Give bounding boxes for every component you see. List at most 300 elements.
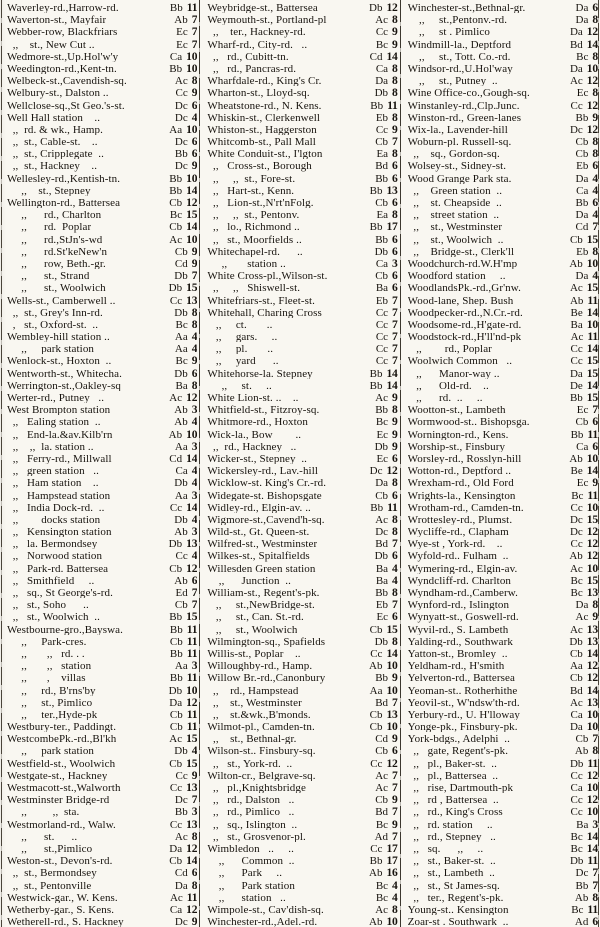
entry-map-ref (573, 245, 598, 257)
entry-map-ref (573, 111, 598, 123)
index-entry (408, 428, 598, 440)
index-entry (207, 525, 397, 537)
entry-map-ref (372, 830, 398, 842)
map-ref-number: 14 (586, 683, 598, 696)
map-ref-letters: Cc (370, 842, 383, 855)
map-ref-number: 6 (392, 171, 398, 184)
entry-map-ref (372, 403, 397, 415)
entry-name: Yonge-pk., Finsbury-pk. (407, 721, 518, 733)
index-entry (207, 196, 397, 208)
map-ref-letters: Da (569, 26, 583, 38)
entry-map-ref (573, 1, 598, 13)
map-ref-letters: Bd (569, 38, 583, 50)
index-entry (207, 513, 397, 525)
entry-name: White Lion-st. .. .. (207, 392, 299, 404)
entry-name: ,, st., Pentonville (7, 879, 92, 891)
map-ref-number: 6 (392, 159, 398, 172)
index-entry (7, 586, 197, 598)
entry-map-ref (373, 342, 398, 354)
map-ref-letters: Cb (369, 623, 383, 635)
map-ref-letters: Db (174, 745, 188, 757)
map-ref-number: 12 (586, 25, 598, 38)
index-entry (207, 757, 397, 769)
entry-name: ,, st., Can. St.-rd. (207, 611, 304, 623)
index-entry (408, 659, 598, 671)
entry-map-ref (573, 818, 598, 830)
map-ref-letters: Bb (174, 148, 188, 160)
entry-map-ref (367, 757, 397, 769)
left-edge-rule (1, 0, 2, 927)
entry-map-ref (172, 659, 197, 671)
entry-map-ref (166, 684, 198, 696)
index-entry (7, 598, 197, 610)
index-entry (7, 732, 197, 744)
map-ref-number: 8 (392, 902, 398, 916)
map-ref-letters: Ac (174, 830, 188, 842)
map-ref-number: 14 (586, 829, 598, 842)
entry-map-ref (572, 744, 598, 756)
entry-map-ref (568, 708, 598, 720)
map-ref-letters: Bb (575, 197, 589, 209)
index-entry (207, 367, 397, 379)
map-ref-letters: Aa (569, 660, 583, 672)
map-ref-letters: Bc (375, 879, 389, 891)
index-entry (408, 684, 598, 696)
index-entry (7, 805, 197, 817)
index-entry (7, 281, 197, 293)
map-ref-number: 6 (592, 196, 598, 209)
index-entry (207, 342, 397, 354)
map-ref-letters: Cc (570, 806, 583, 818)
entry-name: Whitmore-rd., Hoxton (207, 416, 309, 428)
map-ref-letters: Bb (370, 99, 384, 111)
map-ref-number: 10 (586, 561, 598, 574)
entry-name: ,, green station .. (7, 465, 100, 477)
entry-map-ref (372, 769, 397, 781)
map-ref-letters: Ca (576, 440, 589, 452)
entry-name: Wilmington-sq., Spafields (207, 635, 326, 647)
entry-map-ref (172, 99, 197, 111)
map-ref-letters: Bc (570, 574, 583, 586)
index-entry (408, 854, 598, 866)
entry-map-ref (373, 257, 398, 269)
map-ref-letters: Cb (375, 489, 389, 501)
map-ref-number: 4 (191, 464, 198, 477)
entry-name: Whitehall, Charing Cross (207, 306, 322, 318)
index-entry (7, 903, 197, 915)
map-ref-number: 9 (392, 439, 398, 452)
map-ref-letters: Db (168, 684, 183, 696)
map-ref-number: 8 (392, 525, 398, 538)
entry-name: Woodpecker-rd.,N.Cr.-rd. (407, 306, 523, 318)
map-ref-number: 4 (191, 549, 198, 562)
index-entry (7, 391, 197, 403)
entry-map-ref (568, 489, 598, 501)
index-entry (7, 306, 197, 318)
map-ref-number: 7 (392, 768, 398, 781)
entry-map-ref (166, 196, 197, 208)
entry-name: Wilmot-pl., Camden-tn. (207, 721, 315, 733)
map-ref-number: 8 (392, 476, 398, 489)
map-ref-number: 14 (586, 378, 598, 391)
index-entry (408, 220, 598, 232)
map-ref-letters: Cb (174, 599, 188, 611)
map-ref-number: 12 (586, 122, 598, 136)
map-ref-letters: Ab (168, 428, 183, 440)
map-ref-number: 9 (191, 354, 198, 367)
index-entry (207, 501, 397, 513)
map-ref-letters: Cb (575, 148, 589, 160)
entry-map-ref (567, 525, 598, 537)
entry-map-ref (167, 294, 197, 306)
map-ref-number: 15 (586, 573, 598, 586)
entry-map-ref (367, 684, 398, 696)
entry-name: Whitcomb-st., Pall Mall (207, 136, 316, 148)
map-ref-number: 11 (387, 500, 398, 513)
entry-name: ,, ct. .. (207, 318, 273, 331)
entry-map-ref (167, 781, 197, 793)
entry-name: Yalding-rd., Southwark (407, 635, 513, 647)
entry-name: Weedington-rd.,Kent-tn. (7, 62, 117, 75)
map-ref-number: 7 (191, 269, 198, 282)
entry-map-ref (568, 99, 598, 111)
index-entry (7, 233, 197, 245)
entry-name: ,, st. .. (207, 379, 272, 391)
map-ref-number: 12 (586, 537, 598, 550)
map-ref-number: 4 (191, 342, 198, 355)
index-entry (408, 647, 598, 659)
map-ref-number: 15 (186, 756, 198, 769)
entry-name: Winstanley-rd.,Clp.Junc. (407, 99, 520, 111)
map-ref-number: 11 (186, 646, 198, 660)
map-ref-letters: Bc (570, 842, 583, 855)
index-entry (408, 781, 598, 793)
map-ref-number: 11 (587, 756, 598, 769)
entry-name: ,, park station (7, 745, 95, 757)
entry-map-ref (372, 744, 397, 756)
index-entry (408, 769, 598, 781)
entry-name: ,, Old-rd. .. (407, 379, 489, 391)
index-entry (408, 598, 598, 610)
entry-map-ref (372, 781, 397, 793)
entry-map-ref (567, 562, 598, 574)
index-entry (408, 184, 598, 196)
entry-name: Zoar-st . Southwark .. (407, 916, 509, 927)
map-ref-number: 10 (186, 683, 198, 696)
index-entry (207, 708, 397, 720)
index-entry (7, 13, 197, 25)
entry-map-ref (573, 220, 598, 232)
map-ref-letters: Ac (570, 331, 584, 343)
entry-map-ref (568, 769, 598, 781)
entry-map-ref (167, 708, 197, 720)
entry-map-ref (373, 38, 398, 50)
entry-name: ,, rd., Charlton (7, 209, 102, 221)
map-ref-letters: Ca (570, 782, 583, 794)
entry-map-ref (172, 159, 197, 171)
entry-name: Waverley-rd.,Harrow-rd. (7, 2, 119, 14)
map-ref-number: 13 (586, 634, 598, 647)
map-ref-number: 10 (386, 659, 398, 672)
entry-map-ref (171, 574, 197, 586)
entry-map-ref (372, 635, 398, 647)
entry-map-ref (372, 805, 397, 817)
map-ref-number: 6 (191, 573, 198, 586)
entry-name: Welbeck-st.,Cavendish-sq. (7, 75, 127, 87)
entry-map-ref (373, 62, 398, 74)
index-entry (207, 403, 397, 415)
index-entry (207, 549, 397, 561)
index-entry (207, 684, 397, 696)
entry-map-ref (172, 74, 197, 86)
map-ref-number: 13 (586, 586, 598, 599)
entry-name: Weston-st., Devon's-rd. (7, 855, 113, 867)
map-ref-letters: Cc (570, 769, 583, 781)
entry-name: ,, Green station .. (407, 184, 503, 196)
entry-name: Wotton-rd., Deptford .. (407, 465, 512, 477)
map-ref-letters: Bb (174, 806, 188, 818)
map-ref-number: 7 (392, 330, 398, 343)
index-entry (7, 684, 197, 696)
map-ref-number: 7 (592, 866, 598, 879)
entry-map-ref (171, 415, 197, 427)
index-entry (408, 476, 598, 488)
entry-map-ref (166, 172, 197, 184)
entry-name: ,, st., Moorfields .. (207, 233, 302, 245)
map-ref-letters: Cc (570, 99, 583, 111)
entry-map-ref (372, 172, 397, 184)
map-ref-letters: Ba (375, 574, 389, 586)
entry-name: Yeoman-st.. Rotherhithe (407, 684, 518, 696)
entry-map-ref (172, 330, 197, 342)
entry-map-ref (567, 74, 598, 86)
map-ref-letters: Dc (369, 465, 383, 477)
map-ref-number: 12 (186, 902, 198, 916)
map-ref-letters: Aa (174, 660, 188, 672)
entry-map-ref (568, 842, 598, 854)
index-entry (408, 1, 598, 13)
index-entry (408, 354, 598, 366)
map-ref-letters: Cc (570, 538, 583, 550)
map-ref-letters: Ec (576, 87, 589, 99)
index-entry (7, 842, 197, 854)
index-entry (408, 818, 598, 830)
entry-map-ref (172, 549, 197, 561)
map-ref-letters: Db (374, 550, 389, 562)
entry-name: Welbury-st., Dalston .. (7, 87, 109, 99)
map-ref-number: 17 (386, 220, 398, 233)
index-entry (408, 25, 598, 37)
entry-name: WestcombePk.-rd.,Bl'kh (7, 733, 117, 745)
index-entry (408, 123, 598, 135)
entry-name: ,, rd., Pancras-rd. (207, 62, 297, 75)
index-entry (408, 744, 598, 756)
map-ref-letters: Ec (576, 477, 589, 489)
index-entry (408, 793, 598, 805)
map-ref-letters: Bb (575, 111, 589, 123)
index-entry (7, 720, 197, 732)
entry-map-ref (567, 25, 598, 37)
entry-map-ref (367, 367, 398, 379)
entry-map-ref (568, 501, 598, 513)
map-ref-number: 8 (592, 744, 598, 757)
entry-name: Wyndcliff-rd. Charlton (407, 574, 512, 586)
entry-name: ,, rd , Battersea .. (407, 794, 499, 806)
map-ref-letters: Cc (175, 87, 188, 99)
map-ref-letters: Cb (174, 245, 188, 257)
index-entry (7, 342, 197, 354)
entry-map-ref (172, 245, 197, 257)
map-ref-number: 6 (592, 1, 598, 14)
map-ref-number: 3 (592, 817, 598, 830)
entry-map-ref (372, 696, 397, 708)
entry-name: Wedmore-st.,Up.Hol'w'y (7, 50, 119, 62)
index-entry (408, 708, 598, 720)
index-entry (207, 184, 397, 196)
entry-map-ref (171, 476, 197, 488)
map-ref-number: 15 (186, 208, 198, 221)
index-entry (207, 635, 397, 647)
right-edge-rule (598, 0, 599, 927)
index-entry (7, 854, 197, 866)
entry-name: York-bdgs., Adelphi .. (407, 733, 510, 745)
entry-name: Wye-st , York-rd. .. (407, 538, 503, 550)
map-ref-number: 10 (186, 171, 198, 184)
entry-name: Wornington-rd., Kens. (407, 428, 509, 440)
index-entry (408, 574, 598, 586)
index-entry (207, 805, 397, 817)
index-entry (207, 354, 397, 366)
map-ref-number: 14 (586, 305, 598, 318)
map-ref-number: 10 (186, 427, 198, 440)
map-ref-letters: Cb (375, 136, 389, 148)
index-entry (408, 62, 598, 74)
map-ref-letters: Ac (375, 14, 389, 26)
map-ref-number: 9 (592, 476, 598, 489)
entry-name: Windsor-rd.,U.Hol'way (407, 62, 513, 75)
map-ref-number: 8 (592, 135, 598, 148)
map-ref-number: 12 (586, 671, 598, 684)
entry-name: ,, st., Bermondsey (7, 867, 97, 879)
entry-map-ref (167, 50, 197, 62)
map-ref-letters: Ac (169, 392, 183, 404)
map-ref-letters: Bb (169, 672, 183, 684)
entry-map-ref (567, 659, 598, 671)
map-ref-letters: Bb (169, 172, 183, 184)
entry-name: ,, rd., Pimlico .. (207, 806, 295, 818)
entry-name: ,, rd., Poplar (407, 343, 492, 355)
entry-name: Willow Br.-rd.,Canonbury (207, 672, 326, 684)
index-entry (207, 111, 397, 123)
entry-map-ref (172, 354, 197, 366)
entry-map-ref (573, 732, 598, 744)
map-ref-letters: Cb (575, 733, 589, 745)
map-ref-number: 8 (392, 403, 398, 416)
entry-name: ,, End-la.&av.Kilb'rn (7, 428, 113, 440)
entry-name: ,, st., Woolwich .. (7, 611, 100, 623)
map-ref-letters: Db (174, 367, 188, 379)
entry-map-ref (172, 318, 197, 330)
entry-name: Wilkes-st., Spitalfields (207, 550, 310, 562)
entry-map-ref (373, 318, 398, 330)
entry-map-ref (567, 233, 598, 245)
entry-name: ,, Park-rd. Battersea (7, 562, 109, 574)
entry-name: Wetherell-rd., S. Hackney (7, 916, 124, 927)
map-ref-letters: Ac (375, 782, 389, 794)
index-entry (207, 38, 397, 50)
map-ref-letters: Aa (174, 489, 188, 501)
entry-name: ,, rd. & wk., Hamp. (7, 123, 103, 136)
entry-name: ,, st. Cheapside .. (407, 197, 502, 209)
index-entry (7, 549, 197, 561)
entry-name: ,, st.,Pimlico (7, 842, 93, 855)
map-ref-letters: Ac (375, 769, 389, 781)
entry-map-ref (573, 208, 598, 220)
entry-name: Whitefriars-st., Fleet-st. (207, 294, 316, 306)
entry-map-ref (373, 610, 397, 622)
index-entry (207, 99, 397, 111)
map-ref-number: 9 (592, 610, 598, 623)
index-entry (7, 635, 197, 647)
entry-name: White Cross-pl.,Wilson-st. (207, 270, 328, 282)
index-entry (408, 891, 598, 903)
map-ref-number: 15 (586, 354, 598, 367)
entry-map-ref (372, 537, 397, 549)
map-ref-number: 11 (587, 488, 598, 501)
map-ref-number: 14 (386, 646, 398, 660)
entry-map-ref (166, 842, 197, 854)
map-ref-number: 6 (191, 135, 198, 148)
entry-name: ,, rd., Hackney .. (207, 440, 297, 452)
entry-name: ,, Ham station .. (7, 477, 99, 489)
map-ref-letters: Dc (575, 867, 589, 879)
map-ref-letters: Cb (569, 647, 583, 660)
map-ref-letters: Ba (375, 562, 389, 574)
entry-map-ref (372, 391, 397, 403)
index-entry (408, 147, 598, 159)
entry-name: Wimbledon .. .. (207, 842, 294, 855)
index-entry (408, 489, 598, 501)
map-ref-letters: Bb (369, 367, 383, 379)
entry-map-ref (172, 830, 197, 842)
entry-name: Wolsey-st., Sidney-st. (407, 160, 507, 172)
map-ref-number: 8 (392, 74, 398, 87)
map-ref-letters: Ba (570, 318, 583, 331)
map-ref-number: 12 (586, 793, 598, 806)
entry-name: ,, ter., Hackney-rd. (207, 26, 306, 38)
map-ref-letters: Bc (571, 489, 584, 501)
entry-name: ,, rd., Hampstead (207, 684, 299, 696)
entry-map-ref (373, 562, 398, 574)
index-entry (408, 586, 598, 598)
map-ref-letters: Cb (369, 708, 383, 721)
entry-map-ref (373, 306, 398, 318)
entry-name: Wyfold-rd.. Fulham .. (407, 550, 509, 562)
map-ref-number: 6 (191, 98, 198, 111)
map-ref-number: 13 (586, 695, 598, 708)
index-entry (207, 428, 397, 440)
entry-name: ,, yard .. (207, 355, 279, 367)
map-ref-number: 10 (586, 500, 598, 513)
entry-map-ref (566, 257, 598, 269)
map-ref-number: 12 (586, 549, 598, 562)
entry-name: Woodstock-rd.,H'll'nd-pk (407, 331, 522, 343)
map-ref-letters: Cc (370, 647, 383, 660)
map-ref-letters: Ab (574, 891, 589, 903)
map-ref-letters: Be (570, 465, 583, 477)
map-ref-number: 13 (586, 622, 598, 635)
index-entry (207, 903, 397, 915)
